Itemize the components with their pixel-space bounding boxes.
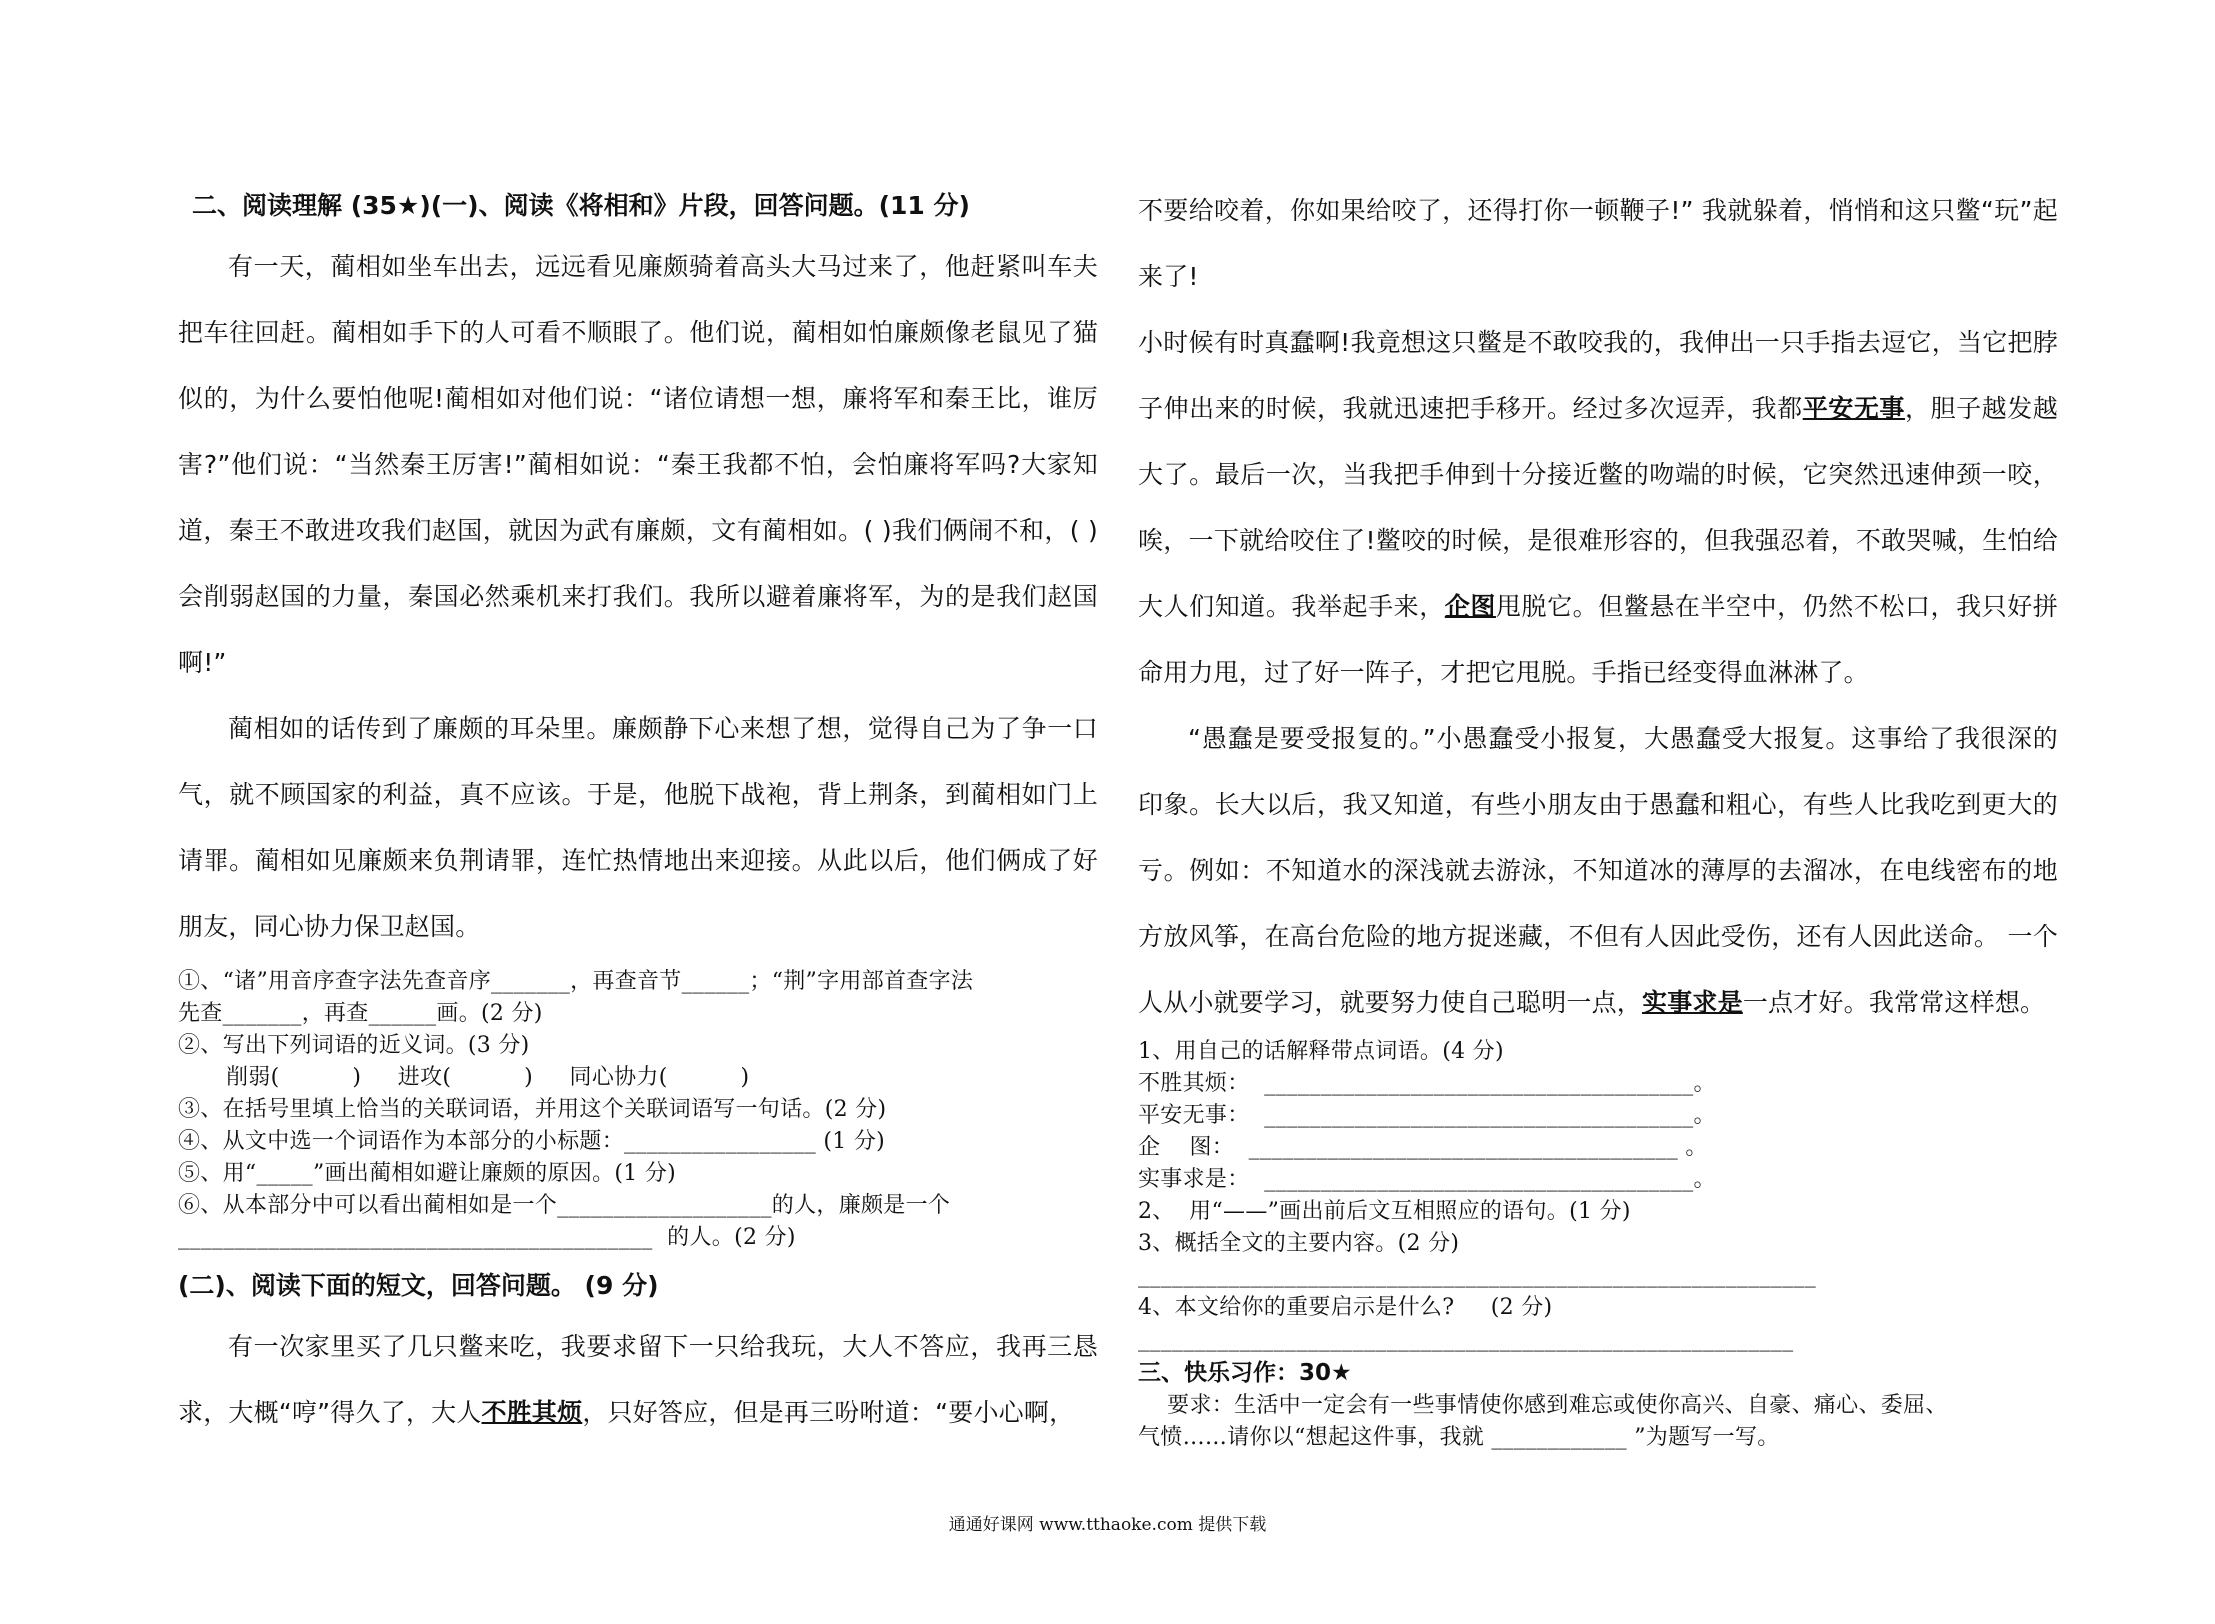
question-r3: 3、概括全文的主要内容。(2 分): [1138, 1231, 1460, 1256]
right-column: [1138, 178, 2058, 1454]
story-paragraph-3: “愚蠢是要受报复的。”小愚蠢受小报复，大愚蠢受大报复。这事给了我很深的印象。长大以后，我又知道，有些小朋友由于愚蠢和粗心，有些人比我吃到更大的亏。例如：不知道水的深浅就去游泳，不知道冰的薄厚的去溜冰，在电线密布的地方放风筝，在高台危险的地方捉迷藏，不但有人因此受伤，还有人因此送命。 一个人从小就要学习，就要努力使自己聪明一点，实事求是一点才好。我常常这样想。: [1138, 724, 2058, 1017]
answer-line-r4: __________________________________________________________: [1138, 1327, 1794, 1352]
passage-paragraph-1: 有一天，蔺相如坐车出去，远远看见廉颇骑着高头大马过来了，他赶紧叫车夫把车往回赶。蔺相如手下的人可看不顺眼了。他们说，蔺相如怕廉颇像老鼠见了猫似的，为什么要怕他呢!蔺相如对他们说：“诸位请想一想，廉将军和秦王比，谁厉害?”他们说：“当然秦王厉害!”蔺相如说：“秦王我都不怕，会怕廉将军吗?大家知道，秦王不敢进攻我们赵国，就因为武有廉颇，文有蔺相如。( )我们俩闹不和，( )会削弱赵国的力量，秦国必然乘机来打我们。我所以避着廉将军，为的是我们赵国啊!”: [178, 252, 1098, 677]
answer-line-r3: ____________________________________________________________: [1138, 1263, 1816, 1288]
question-3: ③、在括号里填上恰当的关联词语，并用这个关联词语写一句话。(2 分): [178, 1097, 887, 1122]
answer-line-r1b: 平安无事： ______________________________________。: [1138, 1103, 1716, 1128]
underlined-word: 实事求是: [1642, 988, 1743, 1017]
question-4: ④、从文中选一个词语作为本部分的小标题：_________________ (1 分): [178, 1129, 886, 1154]
underlined-word: 企图: [1444, 592, 1496, 621]
answer-line-r1d: 实事求是： ______________________________________。: [1138, 1167, 1716, 1192]
story-paragraph-2: 小时候有时真蠢啊!我竟想这只鳖是不敢咬我的，我伸出一只手指去逗它，当它把脖子伸出来的时候，我就迅速把手移开。经过多次逗弄，我都平安无事，胆子越发越大了。最后一次，当我把手伸到十分接近鳖的吻端的时候，它突然迅速伸颈一咬，唉，一下就给咬住了!鳖咬的时候，是很难形容的，但我强忍着，不敢哭喊，生怕给大人们知道。我举起手来，企图甩脱它。但鳖悬在半空中，仍然不松口，我只好拼命用力甩，过了好一阵子，才把它甩脱。手指已经变得血淋淋了。: [1138, 328, 2059, 687]
answer-line-r1c: 企 图： ______________________________________ 。: [1138, 1135, 1708, 1160]
story-continuation: 不要给咬着，你如果给咬了，还得打你一顿鞭子!” 我就躲着，悄悄和这只鳖“玩”起来了!: [1138, 196, 2058, 291]
question-1a: ①、“诸”用音序查字法先查音序_______，再查音节______；“荆”字用部首查字法: [178, 969, 974, 994]
section-heading-reading: 二、阅读理解 (35★)(一)、阅读《将相和》片段，回答问题。(11 分): [192, 191, 970, 220]
question-r4: 4、本文给你的重要启示是什么? (2 分): [1138, 1295, 1553, 1320]
question-5: ⑤、用“_____”画出蔺相如避让廉颇的原因。(1 分): [178, 1161, 677, 1186]
section-heading-writing: 三、快乐习作：30★: [1138, 1360, 1352, 1386]
story-paragraph-1: 有一次家里买了几只鳖来吃，我要求留下一只给我玩，大人不答应，我再三恳求，大概“哼”得久了，大人不胜其烦，只好答应，但是再三吩咐道：“要小心啊，: [178, 1332, 1098, 1427]
question-1b: 先查_______，再查______画。(2 分): [178, 1001, 543, 1026]
question-6a: ⑥、从本部分中可以看出蔺相如是一个___________________的人，廉颇是一个: [178, 1193, 951, 1218]
page-footer: 通通好课网 www.tthaoke.com 提供下载: [948, 1515, 1267, 1535]
section-heading-short-text: (二)、阅读下面的短文，回答问题。 (9 分): [178, 1271, 659, 1300]
writing-requirement-2: 气愤……请你以“想起这件事，我就 ____________ ”为题写一写。: [1138, 1425, 1780, 1450]
question-r1: 1、用自己的话解释带点词语。(4 分): [1138, 1039, 1504, 1064]
underlined-word: 平安无事: [1802, 394, 1905, 423]
underlined-word: 不胜其烦: [481, 1398, 583, 1427]
answer-line-r1a: 不胜其烦： ______________________________________。: [1138, 1071, 1716, 1096]
question-2: ②、写出下列词语的近义词。(3 分): [178, 1033, 530, 1058]
question-2-items: 削弱( ) 进攻( ) 同心协力( ): [226, 1065, 750, 1090]
question-6b: __________________________________________ 的人。(2 分): [178, 1225, 796, 1250]
left-column: [178, 186, 1098, 1446]
question-r2: 2、 用“——”画出前后文互相照应的语句。(1 分): [1138, 1199, 1631, 1224]
writing-requirement: 要求：生活中一定会有一些事情使你感到难忘或使你高兴、自豪、痛心、委屈、: [1138, 1393, 1948, 1418]
passage-paragraph-2: 蔺相如的话传到了廉颇的耳朵里。廉颇静下心来想了想，觉得自己为了争一口气，就不顾国家的利益，真不应该。于是，他脱下战袍，背上荆条，到蔺相如门上请罪。蔺相如见廉颇来负荆请罪，连忙热情地出来迎接。从此以后，他们俩成了好朋友，同心协力保卫赵国。: [178, 714, 1098, 941]
